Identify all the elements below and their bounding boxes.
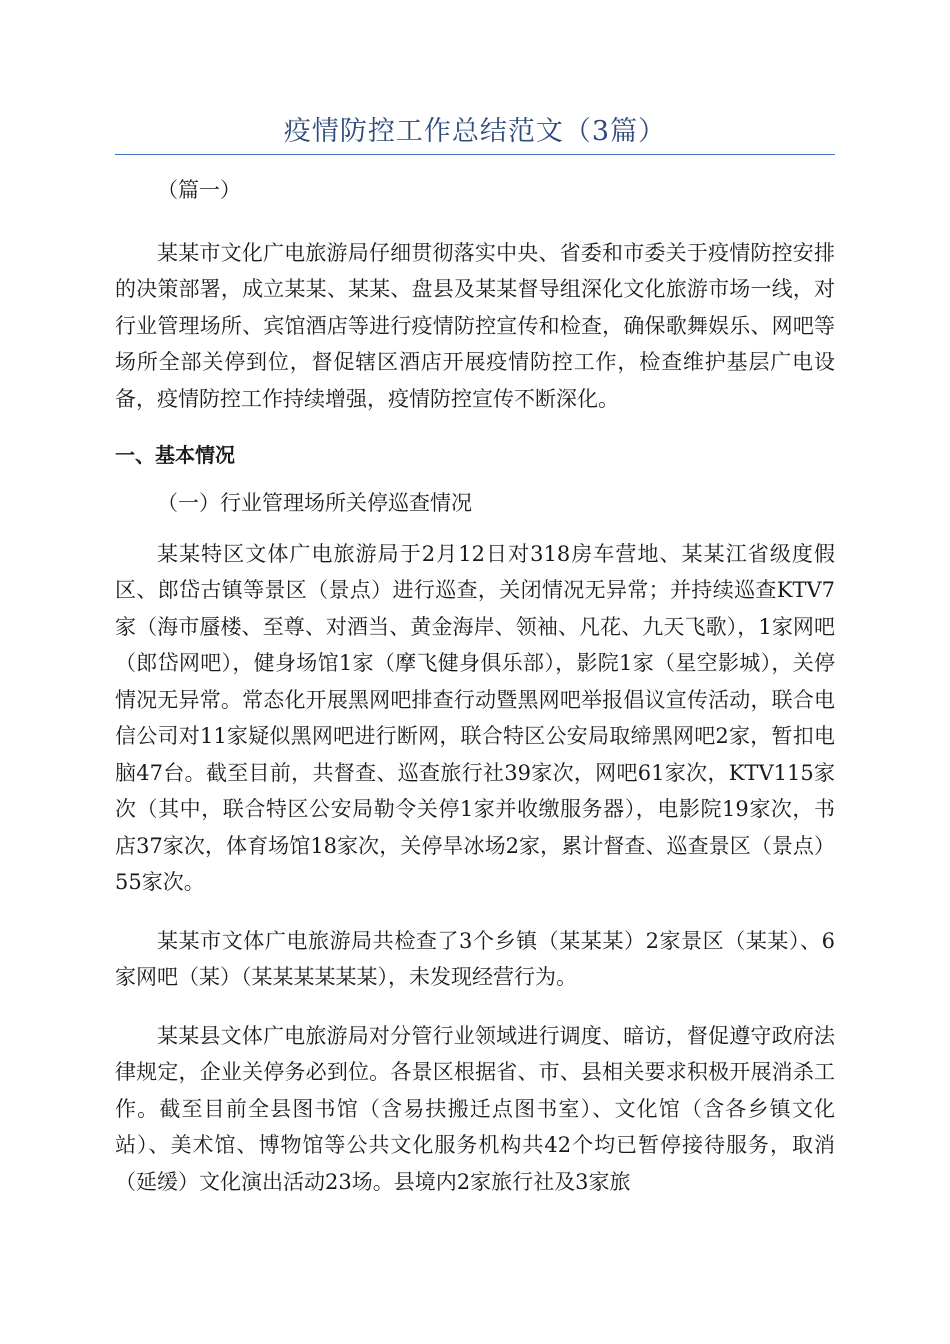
section-heading: 一、基本情况	[115, 443, 235, 467]
document-title: 疫情防控工作总结范文（3篇）	[283, 116, 667, 147]
subsection-heading: （一）行业管理场所关停巡查情况	[157, 491, 472, 515]
part-label: （篇一）	[157, 178, 241, 202]
document-body	[115, 172, 835, 1200]
body-paragraph-1: 某某特区文体广电旅游局于2月12日对318房车营地、某某江省级度假区、郎岱古镇等景区（景点）进行巡查，关闭情况无异常；并持续巡查KTV7家（海市蜃楼、至尊、对酒当、黄金海岸、领袖、凡花、九天飞歌），1家网吧（郎岱网吧），健身场馆1家（摩飞健身俱乐部），影院1家（星空影城），关停情况无异常。常态化开展黑网吧排查行动暨黑网吧举报倡议宣传活动，联合电信公司对11家疑似黑网吧进行断网，联合特区公安局取缔黑网吧2家，暂扣电脑47台。截至目前，共督查、巡查旅行社39家次，网吧61家次，KTV115家次（其中，联合特区公安局勒令关停1家并收缴服务器），电影院19家次，书店37家次，体育场馆18家次，关停旱冰场2家，累计督查、巡查景区（景点）55家次。	[115, 541, 835, 894]
body-paragraph-2: 某某市文体广电旅游局共检查了3个乡镇（某某某）2家景区（某某）、6家网吧（某）（某某某某某某），未发现经营行为。	[115, 928, 835, 989]
title-underline	[115, 154, 835, 155]
intro-paragraph: 某某市文化广电旅游局仔细贯彻落实中央、省委和市委关于疫情防控安排的决策部署，成立某某、某某、盘县及某某督导组深化文化旅游市场一线，对行业管理场所、宾馆酒店等进行疫情防控宣传和检查，确保歌舞娱乐、网吧等场所全部关停到位，督促辖区酒店开展疫情防控工作，检查维护基层广电设备，疫情防控工作持续增强，疫情防控宣传不断深化。	[115, 240, 835, 411]
body-paragraph-3: 某某县文体广电旅游局对分管行业领域进行调度、暗访，督促遵守政府法律规定，企业关停务必到位。各景区根据省、市、县相关要求积极开展消杀工作。截至目前全县图书馆（含易扶搬迁点图书室）、文化馆（含各乡镇文化站）、美术馆、博物馆等公共文化服务机构共42个均已暂停接待服务，取消（延缓）文化演出活动23场。县境内2家旅行社及3家旅	[115, 1023, 835, 1194]
